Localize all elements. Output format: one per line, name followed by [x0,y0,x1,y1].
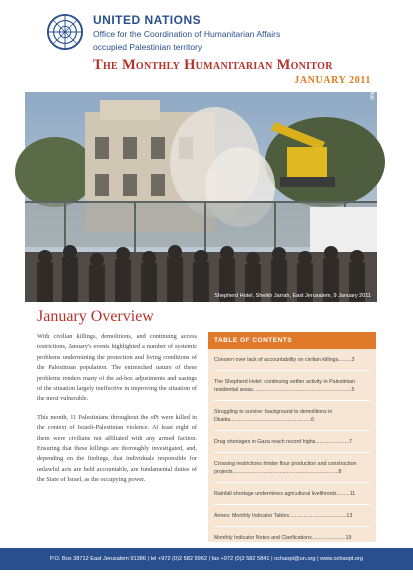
toc-item[interactable]: Monthly Indicator Notes and Clarifications.......................19 [214,535,352,541]
toc-item[interactable]: Annex: Monthly Indicator Tables.......................................13 [214,505,370,527]
demolition-scene-illustration [25,92,377,302]
toc-item[interactable]: Drug shortages in Gaza reach record highs.......................7 [214,431,370,453]
toc-item[interactable]: Struggling to survive: background to demolitions in Dkaika.......................................................6 [214,401,370,431]
overview-paragraph: With civilian killings, demolitions, and continuing access restrictions, January's events highlighted a number of systemic problems undermining the protection and living conditions of the Palestinian population. The entrenched nature of these problems renders many of the ad-hoc adjustments and easings of the situation largely ineffective in improving the situation of the most vulnerable. [37,333,197,403]
issue-date: JANUARY 2011 [294,75,371,86]
photo-credit: Photo by Ryan Pullak [369,47,375,100]
report-header [0,0,413,92]
overview-title: January Overview [37,308,154,325]
table-of-contents [208,332,376,542]
photo-caption: Shepherd Hotel, Sheikh Jarrah, East Jerusalem, 9 January 2011 [214,293,371,299]
office-name: Office for the Coordination of Humanitarian Affairs [93,29,281,39]
toc-item[interactable]: Crossing restrictions hinder flour production and construction projects........................................................................8 [214,453,370,483]
overview-text [37,332,197,494]
toc-item[interactable]: The Shepherd Hotel: continuing settler activity in Palestinian residential areas...................................................................5 [214,371,370,401]
contact-footer: P.O. Box 38712 East Jerusalem 91386 | tel +972 (0)2 582 9962 | fax +972 (0)2 582 5841 | ochaopt@un.org | www.ochaopt.org [0,548,413,570]
un-emblem-icon [46,13,84,51]
overview-paragraph: This month, 11 Palestinians throughout the oPt were killed in the context of Israeli-Palestinian violence. At least eight of them were civilians not affiliated with any armed faction. Ensuring that these killings are thoroughly investigated, and, depending on the findings, that individuals responsible for unlawful acts are held accountable, are fundamental duties of the State of Israel, as the occupying power. [37,413,197,484]
territory-name: occupied Palestinian territory [93,42,203,52]
toc-item[interactable]: Concern over lack of accountability on civilian killings.........3 [214,349,370,371]
toc-heading: TABLE OF CONTENTS [208,332,376,349]
publication-title: The Monthly Humanitarian Monitor [93,57,333,73]
toc-item[interactable]: Rainfall shortage undermines agricultural livelihoods.........11 [214,483,370,505]
organization-name: UNITED NATIONS [93,13,202,27]
